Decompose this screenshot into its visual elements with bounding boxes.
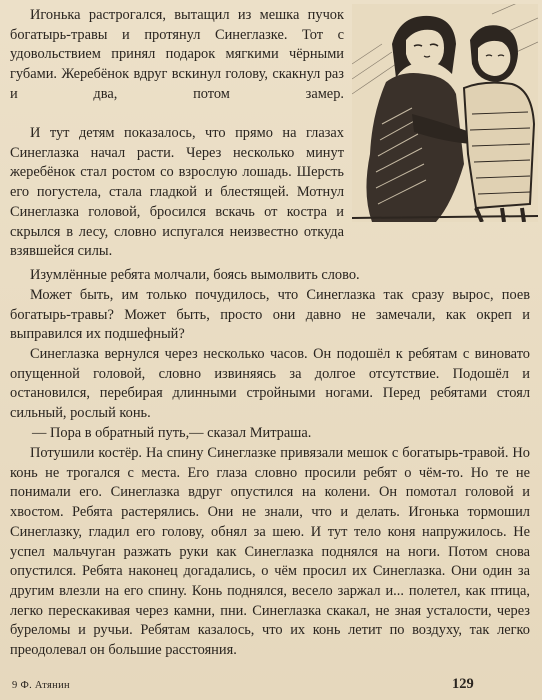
footer-signature: 9 Ф. Атянин: [12, 680, 70, 691]
paragraph-5: Синеглазка вернулся через несколько часов. Он подошёл к ребятам с виновато опущенной головой, словно извиняясь за долгое отсутствие. Подошёл и остановился, перебирая длинными стройными ногами. Перед ребятами стоял сильный, рослый конь.: [10, 346, 530, 422]
paragraph-7: Потушили костёр. На спину Синеглазке привязали мешок с богатырь-травой. Но конь не трогался с места. Его глаза словно просили ребят о чём-то. Но те не понимали его. Синеглазка вдруг опустился на колени. Он помотал головой и хвостом. Ребята растерялись. Они не знали, что и делать. Игонька тормошил Синеглазку, гладил его голову, обнял за шею. И тут тело коня напружилось. Не успел мальчуган разжать руки как Синеглазка поднялся на ноги. Потом снова опустился. Ребята наконец догадались, о чём просил их Синеглазка. Они один за другим влезли на его спину. Конь поднялся, весело заржал и... полетел, как птица, легко перескакивая через камни, пни. Синеглазка скакал, не зная усталости, через буреломы и ручьи. Ребятам казалось, что их конь летит по воздуху, так легко преодолевал он большие расстояния.: [10, 445, 530, 659]
paragraph-4: Может быть, им только почудилось, что Синеглазка так сразу вырос, поев богатырь-травы? Может быть, просто они давно не замечали, как окреп и выправился их подшефный?: [10, 287, 530, 343]
page-number: 129: [452, 676, 474, 692]
paragraph-3: Изумлённые ребята молчали, боясь вымолвить слово.: [30, 267, 360, 283]
paragraph-1: Игонька растрогался, вытащил из мешка пучок богатырь-травы и протянул Синеглазке. Тот с удовольствием принял подарок мягкими чёрными губами. Жеребёнок вдруг вскинул голову, скакнул раз и два, потом замер.: [10, 7, 344, 102]
paragraph-2: И тут детям показалось, что прямо на глазах Синеглазка начал расти. Через несколько минут жеребёнок стал ростом со взрослую лошадь. Шерсть его погустела, стала гладкой и блестящей. Мотнул Синеглазка головой, бросился вскачь от костра и скрылся в лесу, словно испугался неизвестно откуда взявшейся силы.: [10, 125, 344, 260]
paragraph-6: — Пора в обратный путь,— сказал Митраша.: [32, 425, 312, 441]
woodcut-illustration: [352, 4, 538, 222]
